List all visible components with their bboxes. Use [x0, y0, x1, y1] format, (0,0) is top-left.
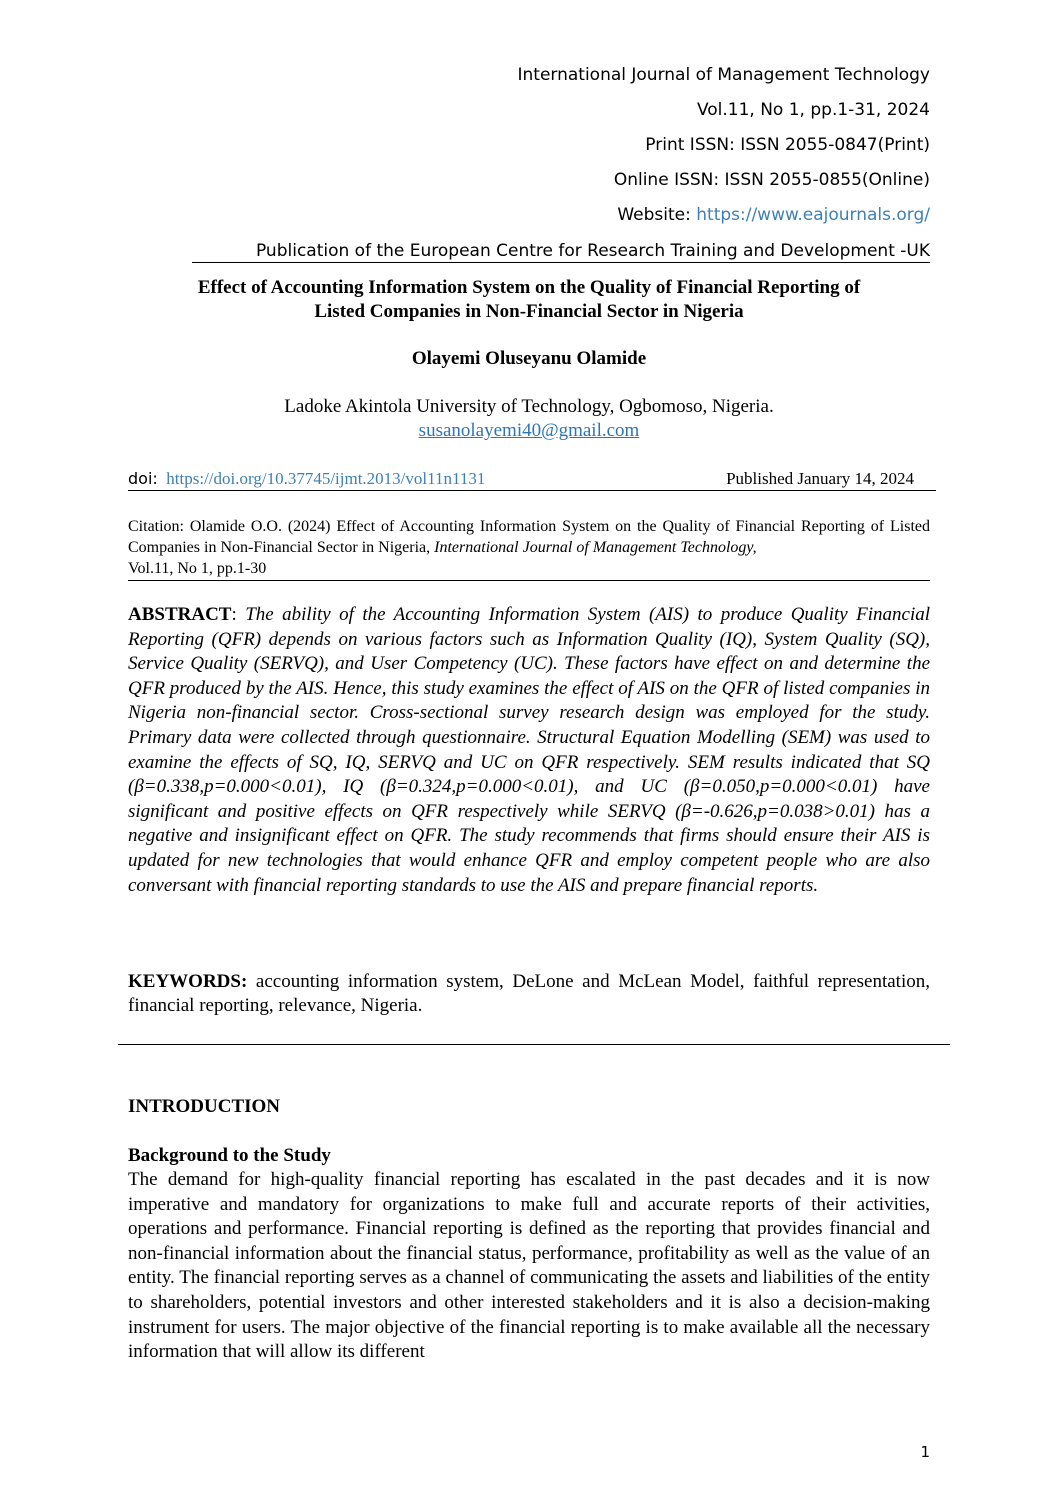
citation-tail: Vol.11, No 1, pp.1-30: [128, 560, 267, 577]
abstract-text: The ability of the Accounting Information System (AIS) to produce Quality Financial Reporting (QFR) depends on various factors such as Information Quality (IQ), System Quality (SQ), Service Quality (SERVQ), and User Competency (UC). These factors have effect on and determine the QFR produced by the AIS. Hence, this study examines the effect of AIS on the QFR of listed companies in Nigeria non-financial sector. Cross-sectional survey research design was employed for the study. Primary data were collected through questionnaire. Structural Equation Modelling (SEM) was used to examine the effects of SQ, IQ, SERVQ and UC on QFR respectively. SEM results indicated that SQ (β=0.338,p=0.000<0.01), IQ (β=0.324,p=0.000<0.01), and UC (β=0.050,p=0.000<0.01) have significant and positive effects on QFR respectively while SERVQ (β=-0.626,p=0.038>0.01) has a negative and insignificant effect on QFR. The study recommends that firms should ensure their AIS is updated for new technologies that would enhance QFR and employ competent people who are also conversant with financial reporting standards to use the AIS and prepare financial reports.: [128, 604, 930, 896]
website-link[interactable]: https://www.eajournals.org/: [696, 205, 930, 225]
keywords: [128, 970, 930, 1018]
publisher-line: Publication of the European Centre for Research Training and Development -UK: [192, 240, 930, 263]
abstract-label: ABSTRACT: [128, 604, 232, 625]
title-line-2: Listed Companies in Non-Financial Sector in Nigeria: [314, 301, 744, 322]
author-name: Olayemi Oluseyanu Olamide: [411, 348, 647, 369]
journal-name: International Journal of Management Technology: [517, 65, 930, 85]
affiliation: Ladoke Akintola University of Technology, Ogbomoso, Nigeria.: [284, 396, 774, 417]
doi-label: doi:: [128, 469, 158, 488]
introduction-paragraph: The demand for high-quality financial reporting has escalated in the past decades and it is now imperative and mandatory for organizations to make full and accurate reports of their activities, operations and performance. Financial reporting is defined as the reporting that provides financial and non-financial information about the financial status, performance, profitability as well as the value of an entity. The financial reporting serves as a channel of communicating the assets and liabilities of the entity to shareholders, potential investors and other interested stakeholders and it is also a decision-making instrument for users. The major objective of the financial reporting is to make available all the necessary information that will allow its different: [128, 1169, 930, 1363]
article-title: [128, 276, 930, 324]
website-line: [617, 204, 930, 226]
section-divider: [118, 1044, 950, 1045]
author-email[interactable]: susanolayemi40@gmail.com: [418, 420, 640, 441]
abstract-sep: :: [231, 604, 246, 625]
background-subheading: Background to the Study: [128, 1145, 331, 1166]
affiliation-block: [128, 395, 930, 443]
citation: [128, 516, 930, 581]
title-line-1: Effect of Accounting Information System on the Quality of Financial Reporting of: [197, 277, 861, 298]
abstract: [128, 603, 930, 898]
keywords-label: KEYWORDS:: [128, 971, 248, 992]
citation-text: Citation: Olamide O.O. (2024) Effect of Accounting Information System on the Quality of Financial Reporting of Listed Companies in Non-Financial Sector in Nigeria,: [128, 518, 930, 556]
online-issn: Online ISSN: ISSN 2055-0855(Online): [613, 170, 930, 190]
journal-volume: Vol.11, No 1, pp.1-31, 2024: [696, 100, 930, 120]
keywords-text: accounting information system, DeLone and McLean Model, faithful representation, financial reporting, relevance, Nigeria.: [128, 971, 930, 1016]
print-issn: Print ISSN: ISSN 2055-0847(Print): [645, 135, 930, 155]
doi-row: [128, 468, 936, 491]
published-date: Published January 14, 2024: [726, 469, 914, 488]
doi-link[interactable]: https://doi.org/10.37745/ijmt.2013/vol11n1131: [166, 469, 486, 488]
website-label: Website:: [617, 205, 697, 225]
citation-journal: International Journal of Management Technology,: [434, 539, 757, 556]
page-number: 1: [920, 1443, 930, 1461]
introduction-heading: INTRODUCTION: [128, 1096, 281, 1117]
